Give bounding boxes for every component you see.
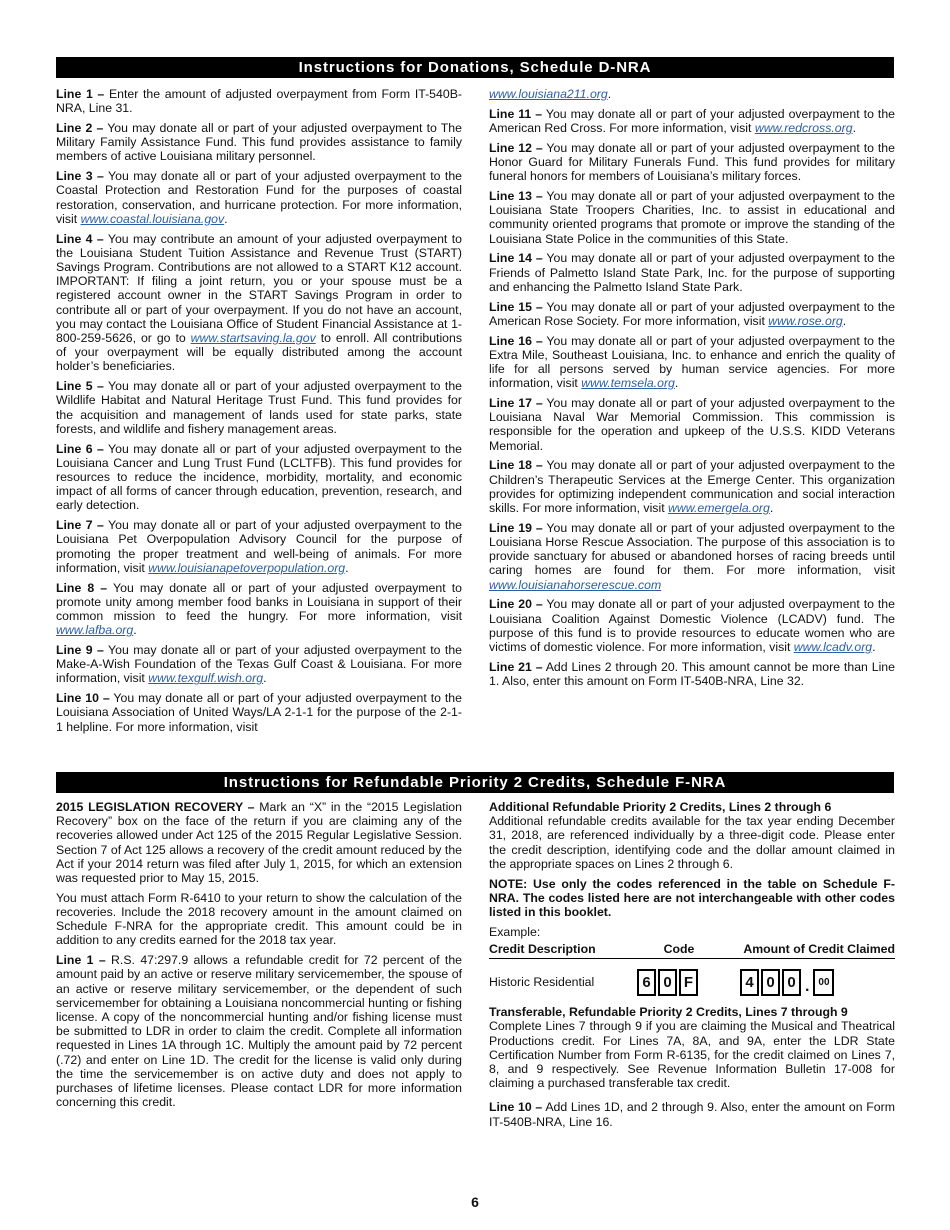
line-text: You may donate all or part of your adjusted overpayment to The Military Family Assistance Fund. This fund provides assistance to family members of active Louisiana military personnel. [56, 121, 462, 164]
instruction-paragraph [489, 189, 895, 246]
line-text: You may donate all or part of your adjusted overpayment to the American Rose Society. For more information, visit [489, 299, 895, 328]
col-code: Code [663, 942, 695, 957]
line-label: Line 20 – [489, 597, 543, 612]
line-text-tail: . [872, 640, 876, 655]
line-label: Line 12 – [489, 140, 543, 155]
line-text: You may donate all or part of your adjusted overpayment to the Louisiana Horse Rescue Association. The purpose of this association is to provide sanctuary for abused or abandoned horses of racing breeds until caring homes are found for them. For more information, visit [489, 520, 895, 578]
instruction-paragraph [56, 169, 462, 226]
website-link[interactable]: www.temsela.org [581, 376, 675, 391]
instruction-paragraph [56, 379, 462, 436]
line-label: Line 7 – [56, 518, 104, 533]
amount-char-box: 4 [740, 969, 759, 996]
instruction-paragraph [56, 800, 462, 885]
donations-right-column [489, 87, 895, 694]
codes-note: NOTE: Use only the codes referenced in the table on Schedule F-NRA. The codes listed here are not interchangeable with other codes listed in this booklet. [489, 876, 895, 920]
instruction-paragraph [489, 660, 895, 688]
line-label: Line 13 – [489, 189, 543, 203]
line-label: Line 5 – [56, 379, 104, 394]
instruction-paragraph [489, 521, 895, 592]
line-label: Line 11 – [489, 106, 543, 121]
instruction-paragraph [56, 891, 462, 948]
line10-text: Add Lines 1D, and 2 through 9. Also, enter the amount on Form IT-540B-NRA, Line 16. [489, 1100, 895, 1129]
website-link[interactable]: www.louisiana211.org [489, 87, 608, 101]
transferable-credits-text: Complete Lines 7 through 9 if you are claiming the Musical and Theatrical Productions credit. For Lines 7A, 8A, and 9A, enter the LDR State Certification Number from Form R-6135, for the credit claimed on Lines 7, 8, and 9 respectively. See Revenue Information Bulletin 17-008 for claiming a purchased transferable tax credit. [489, 1019, 895, 1091]
line-text: You may donate all or part of your adjusted overpayment to the Make-A-Wish Foundation of the Texas Gulf Coast & Louisiana. For more information, visit [56, 643, 462, 686]
line-text: You may donate all or part of your adjusted overpayment to the Honor Guard for Military Funerals Fund. This fund provides for military funeral honors for members of Louisiana’s military forces. [489, 140, 895, 184]
line-text: You may contribute an amount of your adjusted overpayment to the Louisiana Student Tuition Assistance and Revenue Trust (START) Savings Program. Contributions are not allowed to a START K12 account. IMPORTANT: If filing a joint return, you or your spouse must be a registered account owner in the START Savings Program in order to contribute all or part of your overpayment. If you do not have an account, you may contact the Louisiana Office of Student Financial Assistance at 1-800-259-5626, or go to [56, 231, 462, 346]
website-link[interactable]: www.emergela.org [668, 501, 770, 516]
transferable-credits-heading: Transferable, Refundable Priority 2 Credits, Lines 7 through 9 [489, 1005, 848, 1020]
code-char-box: F [679, 969, 698, 996]
line-text: You may donate all or part of your adjusted overpayment to promote unity among member food banks in Louisiana in support of their common mission to feed the hungry. For more information, visit [56, 580, 462, 624]
line-text-tail: . [263, 671, 267, 686]
line-label: Line 1 – [56, 953, 106, 968]
line-text-tail: . [607, 87, 612, 101]
additional-credits-block [489, 800, 895, 871]
example-description: Historic Residential [489, 975, 595, 990]
line10-label: Line 10 – [489, 1100, 543, 1115]
line-text: Mark an “X” in the “2015 Legislation Recovery” box on the face of the return if you are claiming any of the recoveries allowed under Act 125 of the 2015 Regular Legislative Session. Section 7 of Act 125 allows a recovery of the credit amount reduced by the Act if your 2014 return was filed after July 1, 2015, for which an extension was requested prior to May 15, 2015. [56, 800, 462, 886]
instruction-paragraph [56, 442, 462, 513]
line-text: You must attach Form R-6410 to your return to show the calculation of the recoveries. Include the 2018 recovery amount in the amount claimed on Schedule F-NRA for the appropriate credit. This amount could be in addition to any credits earned for the 2018 tax year. [56, 890, 462, 948]
line-text-tail: . [224, 211, 228, 226]
instruction-paragraph [489, 251, 895, 294]
page-number: 6 [471, 1194, 479, 1210]
instruction-paragraph [56, 581, 462, 638]
website-link[interactable]: www.coastal.louisiana.gov [80, 211, 225, 226]
line-text: You may donate all or part of your adjusted overpayment to the Louisiana Cancer and Lung Trust Fund (LCLTFB). This fund provides for resources to reduce the incidence, morbidity, mortality, and economic impact of all forms of cancer through education, prevention, research, and early detection. [56, 441, 462, 513]
line-label: 2015 LEGISLATION RECOVERY – [56, 800, 255, 814]
line-text-tail: . [345, 560, 349, 575]
line-text-tail: to enroll. All contributions of your overpayment will be equally distributed among the account holder’s beneficiaries. [56, 331, 463, 374]
code-char-box: 0 [658, 969, 677, 996]
line-text-tail: . [852, 121, 856, 135]
line-label: Line 9 – [56, 643, 104, 658]
line-text: You may donate all or part of your adjusted overpayment to the Children’s Therapeutic Services at the Emerge Center. This organization provides for optimizing independent communication and social interaction skills. For more information, visit [489, 458, 895, 516]
line-label: Line 8 – [56, 580, 108, 595]
code-char-box: 6 [637, 969, 656, 996]
instruction-paragraph [56, 87, 462, 115]
line-text: You may donate all or part of your adjusted overpayment to the Louisiana Coalition Against Domestic Violence (LCADV) fund. The purpose of this fund is to provide resources to educate women who are victims of domestic violence. For more information, visit [489, 597, 895, 655]
instruction-paragraph [56, 121, 462, 164]
website-link[interactable]: www.lcadv.org [793, 640, 873, 655]
line-text: R.S. 47:297.9 allows a refundable credit for 72 percent of the amount paid by an active or reserve military servicemember, the spouse of an active or reserve military servicemember, or the dependent of such servicemember for obtaining a Louisiana noncommercial hunting or fishing license. A copy of the noncommercial hunting and/or fishing license must be submitted to LDR in order to claim the credit. Complete all information requested in Lines 1A through 1C. Multiply the amount paid by 72 percent (.72) and enter on Line 1D. The credit for the license is valid only during the time the servicemember is on active duty and does not apply to purchases of lifetime licenses. Please contact LDR for more information concerning this credit. [56, 953, 463, 1110]
amount-char-box: 0 [761, 969, 780, 996]
line-label: Line 14 – [489, 251, 543, 266]
instruction-paragraph [56, 232, 462, 374]
decimal-point: . [805, 978, 810, 996]
instruction-paragraph [489, 107, 895, 135]
line-label: Line 18 – [489, 458, 543, 473]
line-label: Line 15 – [489, 299, 543, 314]
credits-left-column [56, 800, 462, 1115]
line-label: Line 16 – [489, 333, 543, 348]
instruction-paragraph [489, 87, 895, 101]
line-label: Line 10 – [56, 691, 110, 706]
line-label: Line 21 – [489, 659, 543, 674]
amount-char-box: 0 [782, 969, 801, 996]
credits-right-column [489, 800, 895, 1134]
line-text: Enter the amount of adjusted overpayment from Form IT-540B-NRA, Line 31. [56, 87, 462, 116]
additional-credits-text: Additional refundable credits available for the tax year ending December 31, 2018, are referenced individually by a three-digit code. Please enter the credit description, identifying code and the dollar amount claimed in the appropriate spaces on Lines 2 through 6. [489, 814, 895, 871]
example-table-header [489, 942, 895, 959]
line-text: You may donate all or part of your adjusted overpayment to the Friends of Palmetto Island State Park, Inc. for the purpose of supporting and enhancing the Palmetto Island State Park. [489, 251, 895, 294]
line-label: Line 19 – [489, 520, 543, 535]
line-text: You may donate all or part of your adjusted overpayment to the Wildlife Habitat and Natural Heritage Trust Fund. This fund provides for the acquisition and management of lands used for state parks, state forests, and wildlife and fishery management areas. [56, 379, 462, 436]
line-text: You may donate all or part of your adjusted overpayment to the American Red Cross. For more information, visit [489, 106, 896, 135]
example-label: Example: [489, 924, 541, 939]
website-link[interactable]: www.rose.org [768, 313, 843, 328]
transferable-credits-block [489, 1005, 895, 1090]
line-text: You may donate all or part of your adjusted overpayment to the Louisiana Pet Overpopulation Advisory Council for the purpose of promoting the proper treatment and well-being of animals. For more information, visit [56, 518, 462, 575]
instruction-paragraph [489, 396, 895, 453]
instruction-paragraph [489, 458, 895, 515]
instruction-paragraph [489, 597, 895, 654]
donations-left-column [56, 87, 462, 739]
col-amount: Amount of Credit Claimed [743, 942, 895, 957]
instruction-paragraph [489, 334, 895, 391]
credits-section-title: Instructions for Refundable Priority 2 Credits, Schedule F-NRA [56, 772, 894, 793]
line-label: Line 4 – [56, 231, 104, 246]
line-text: You may donate all or part of your adjusted overpayment to the Coastal Protection and Restoration Fund for the purposes of coastal restoration, conservation, and hurricane protection. For more information, visit [56, 169, 462, 226]
website-link[interactable]: www.texgulf.wish.org [148, 671, 264, 686]
line-text: You may donate all or part of your adjusted overpayment to the Louisiana State Troopers Charities, Inc. to assist in educational and community oriented programs that promote or improve the standing of the Louisiana State Police in the communities of this State. [489, 189, 895, 246]
line-text-tail: . [674, 376, 679, 391]
line-text-tail: . [133, 623, 137, 638]
example-table-row [489, 959, 895, 1005]
line-label: Line 17 – [489, 396, 543, 411]
additional-credits-heading: Additional Refundable Priority 2 Credits, Lines 2 through 6 [489, 800, 832, 814]
cents-box: 00 [813, 969, 834, 996]
website-link[interactable]: www.redcross.org [754, 121, 853, 135]
instruction-paragraph [489, 141, 895, 184]
line10-paragraph [489, 1100, 895, 1128]
instruction-paragraph [489, 300, 895, 328]
website-link[interactable]: www.louisianahorserescue.com [489, 577, 662, 592]
line-text: You may donate all or part of your adjusted overpayment to the Louisiana Association of United Ways/LA 2-1-1 for the purpose of the 2-1-1 helpline. For more information, visit [56, 691, 462, 734]
col-credit-description: Credit Description [489, 942, 596, 957]
line-text-tail: . [842, 313, 847, 328]
instruction-paragraph [56, 643, 462, 686]
instruction-paragraph [56, 518, 462, 575]
instruction-paragraph [56, 953, 462, 1109]
example-amount-boxes [740, 969, 803, 996]
instruction-paragraph [56, 691, 462, 734]
line-label: Line 6 – [56, 441, 104, 456]
website-link[interactable]: www.louisianapetoverpopulation.org [148, 560, 346, 575]
line-text-tail: . [769, 501, 774, 516]
website-link[interactable]: www.lafba.org [56, 623, 134, 638]
line-label: Line 3 – [56, 169, 104, 184]
line-label: Line 1 – [56, 87, 105, 101]
line-label: Line 2 – [56, 121, 104, 135]
donations-section-title: Instructions for Donations, Schedule D-NRA [56, 57, 894, 78]
example-code-boxes [637, 969, 700, 996]
line-text: You may donate all or part of your adjusted overpayment to the Extra Mile, Southeast Louisiana, Inc. to enhance and enrich the quality of life for all persons served by human service agencies. For more information, visit [489, 333, 895, 391]
line-text: Add Lines 2 through 20. This amount cannot be more than Line 1. Also, enter this amount on Form IT-540B-NRA, Line 32. [489, 659, 895, 689]
website-link[interactable]: www.startsaving.la.gov [190, 331, 316, 346]
line-text: You may donate all or part of your adjusted overpayment to the Louisiana Naval War Memorial Commission. This commission is responsible for the operation and upkeep of the U.S.S. KIDD Veterans Memorial. [489, 396, 895, 453]
